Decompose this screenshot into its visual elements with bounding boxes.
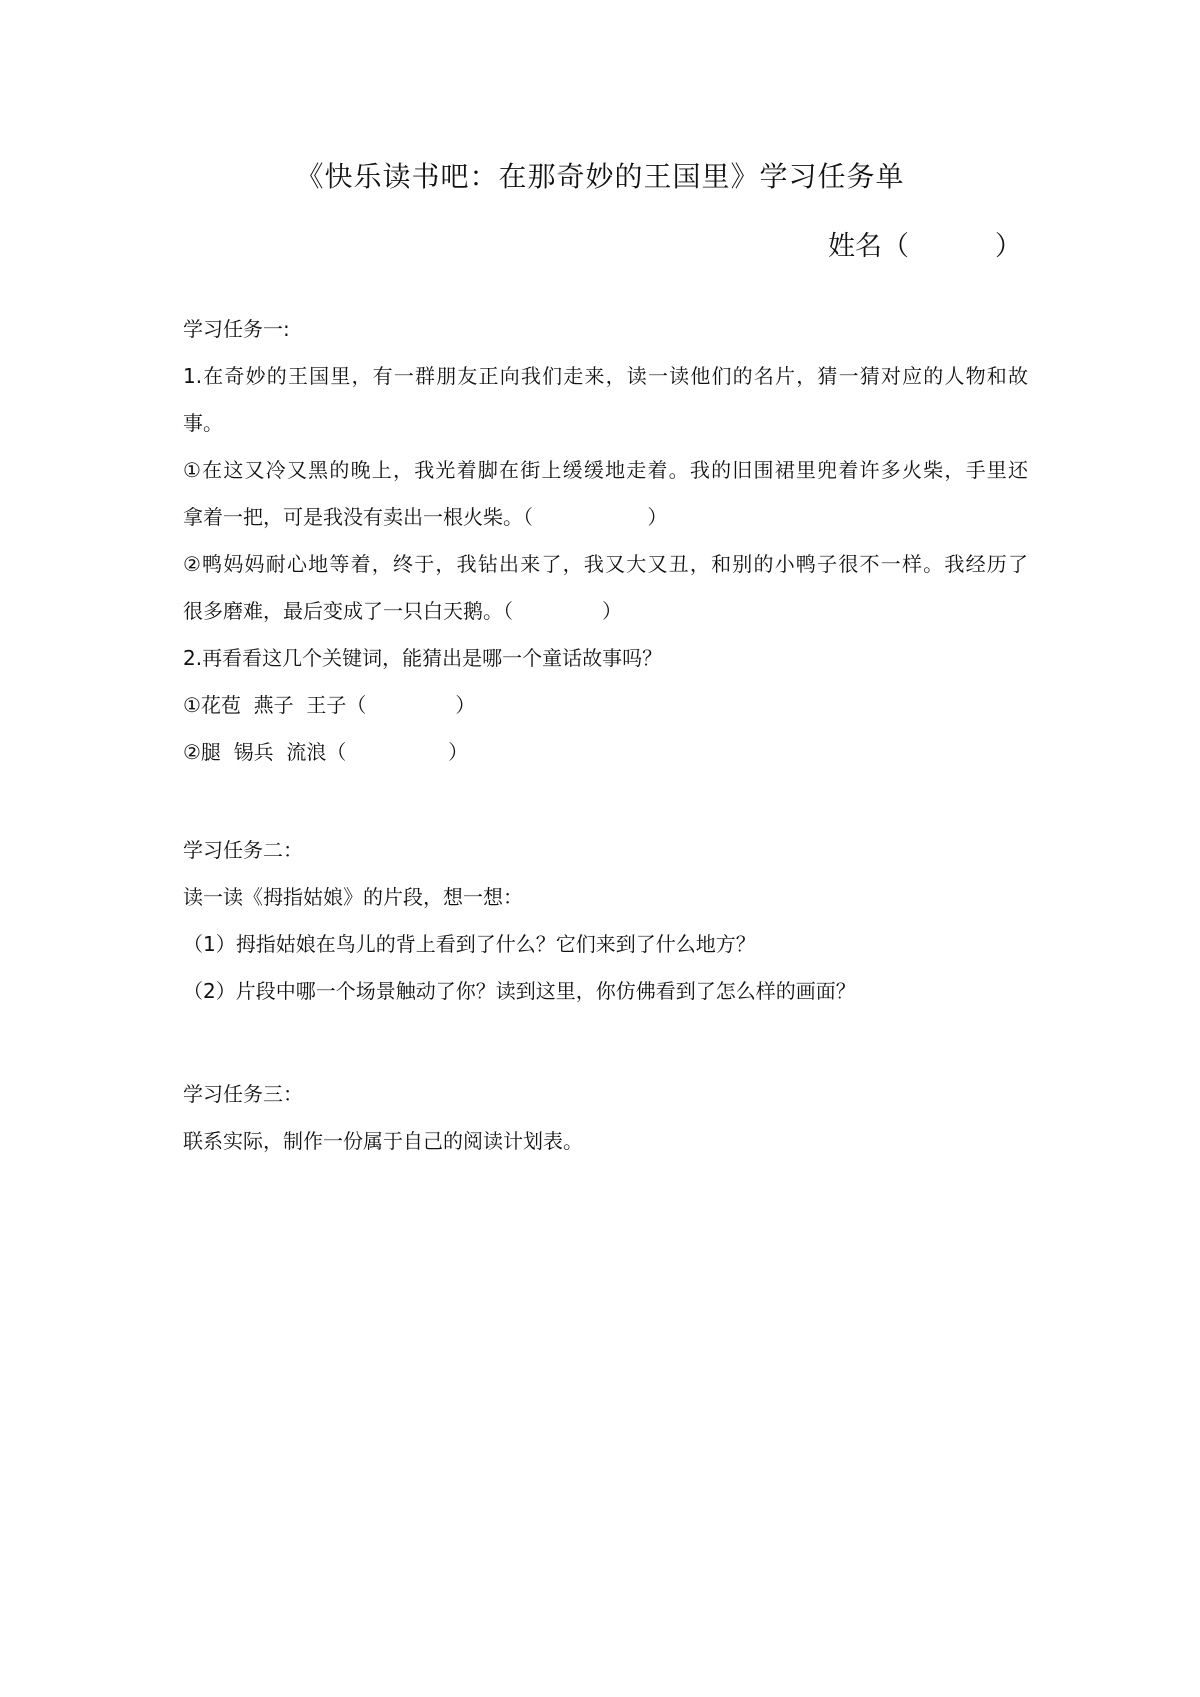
task2-question1: （1）拇指姑娘在鸟儿的背上看到了什么？它们来到了什么地方？ xyxy=(183,932,756,956)
task1-question2: 2.再看看这几个关键词，能猜出是哪一个童话故事吗？ xyxy=(183,646,663,670)
name-field: 姓名（ ） xyxy=(828,231,1022,262)
task1-item2-line2: 很多磨难，最后变成了一只白天鹅。（ ） xyxy=(183,599,623,623)
task2-question2: （2）片段中哪一个场景触动了你？读到这里，你仿佛看到了怎么样的画面？ xyxy=(183,979,856,1003)
document-title: 《快乐读书吧：在那奇妙的王国里》学习任务单 xyxy=(295,160,905,193)
task1-item1-line1: ①在这又冷又黑的晚上，我光着脚在街上缓缓地走着。我的旧围裙里兜着许多火柴，手里还 xyxy=(183,458,1028,482)
task2-section xyxy=(183,827,1028,1015)
task1-section xyxy=(183,306,1028,776)
task1-item2-line1: ②鸭妈妈耐心地等着，终于，我钻出来了，我又大又丑，和别的小鸭子很不一样。我经历了 xyxy=(183,552,1028,576)
task1-keywords1: ①花苞 燕子 王子（ ） xyxy=(183,693,476,717)
task3-section xyxy=(183,1071,1028,1165)
task2-intro: 读一读《拇指姑娘》的片段，想一想： xyxy=(183,885,523,909)
task2-heading: 学习任务二： xyxy=(183,838,303,862)
task1-question1-line2: 事。 xyxy=(183,411,223,435)
task3-content: 联系实际，制作一份属于自己的阅读计划表。 xyxy=(183,1129,583,1153)
task3-heading: 学习任务三： xyxy=(183,1082,303,1106)
task1-keywords2: ②腿 锡兵 流浪（ ） xyxy=(183,740,469,764)
task1-heading: 学习任务一: xyxy=(183,317,290,341)
task1-item1-line2: 拿着一把，可是我没有卖出一根火柴。（ ） xyxy=(183,505,668,529)
task1-question1-line1: 1.在奇妙的王国里，有一群朋友正向我们走来，读一读他们的名片，猜一猜对应的人物和故 xyxy=(183,364,1028,388)
